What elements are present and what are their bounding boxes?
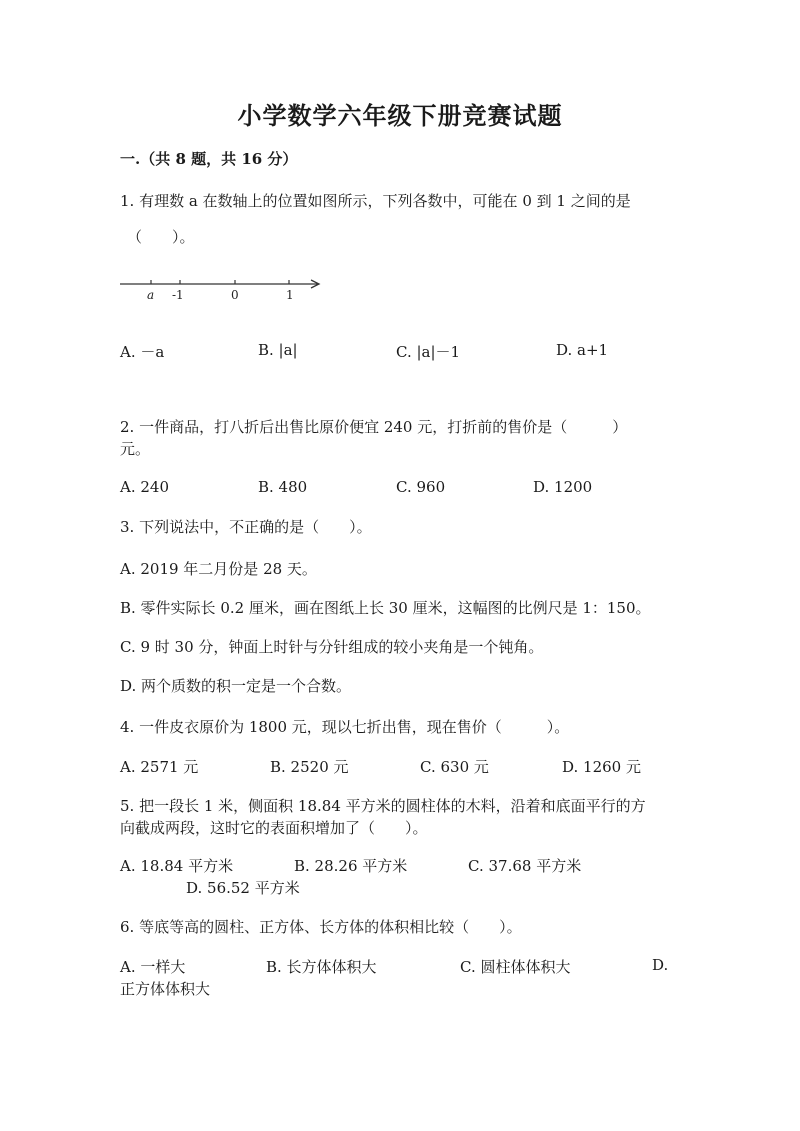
q3-option-c: C. 9 时 30 分，钟面上时针与分针组成的较小夹角是一个钝角。	[120, 638, 544, 656]
label-a: a	[147, 288, 155, 302]
q4-option-b: B. 2520 元	[270, 758, 349, 776]
q6-option-a: A. 一样大	[120, 958, 186, 976]
q1-option-a: A. －a	[120, 343, 165, 361]
page-title: 小学数学六年级下册竞赛试题	[237, 101, 563, 130]
label-0: 0	[231, 288, 239, 302]
q6-option-b: B. 长方体体积大	[266, 958, 377, 976]
question-6-text: 6. 等底等高的圆柱、正方体、长方体的体积相比较（ ）。	[120, 918, 522, 936]
q2-option-c: C. 960	[396, 478, 446, 496]
q5-option-b: B. 28.26 平方米	[294, 857, 408, 875]
q3-option-d: D. 两个质数的积一定是一个合数。	[120, 677, 352, 695]
q3-option-a: A. 2019 年二月份是 28 天。	[120, 560, 317, 578]
question-3-text: 3. 下列说法中，不正确的是（ ）。	[120, 518, 372, 536]
q5-option-c: C. 37.68 平方米	[468, 857, 582, 875]
q4-option-d: D. 1260 元	[562, 758, 641, 776]
q1-option-d: D. a+1	[556, 341, 609, 359]
q6-option-d: D.	[652, 956, 669, 974]
label-1: 1	[286, 288, 294, 302]
q3-option-b: B. 零件实际长 0.2 厘米，画在图纸上长 30 厘米，这幅图的比例尺是 1：150。	[120, 599, 651, 617]
question-2-text: 2. 一件商品，打八折后出售比原价便宜 240 元，打折前的售价是（ ）	[120, 418, 628, 436]
question-5-text-cont: 向截成两段，这时它的表面积增加了（ ）。	[120, 819, 428, 837]
q2-option-b: B. 480	[258, 478, 308, 496]
q4-option-a: A. 2571 元	[120, 758, 199, 776]
q2-option-a: A. 240	[120, 478, 169, 496]
q5-option-a: A. 18.84 平方米	[120, 857, 234, 875]
q6-option-d-text: 正方体体积大	[120, 980, 211, 998]
q6-option-c: C. 圆柱体体积大	[460, 958, 571, 976]
label-neg1: -1	[172, 288, 184, 302]
q1-option-c: C. |a|－1	[396, 343, 461, 361]
question-1-blank: （ ）。	[127, 228, 195, 246]
question-5-text: 5. 把一段长 1 米，侧面积 18.84 平方米的圆柱体的木料，沿着和底面平行的方	[120, 797, 646, 815]
section-heading: 一.（共 8 题，共 16 分）	[120, 150, 298, 168]
q5-option-d: D. 56.52 平方米	[186, 879, 300, 897]
question-1-text: 1. 有理数 a 在数轴上的位置如图所示，下列各数中，可能在 0 到 1 之间的是	[120, 192, 631, 210]
q1-option-b: B. |a|	[258, 341, 298, 359]
question-2-text-cont: 元。	[120, 440, 151, 458]
question-4-text: 4. 一件皮衣原价为 1800 元，现以七折出售，现在售价（ ）。	[120, 718, 570, 736]
number-line-figure	[118, 272, 328, 308]
q2-option-d: D. 1200	[533, 478, 593, 496]
q4-option-c: C. 630 元	[420, 758, 489, 776]
